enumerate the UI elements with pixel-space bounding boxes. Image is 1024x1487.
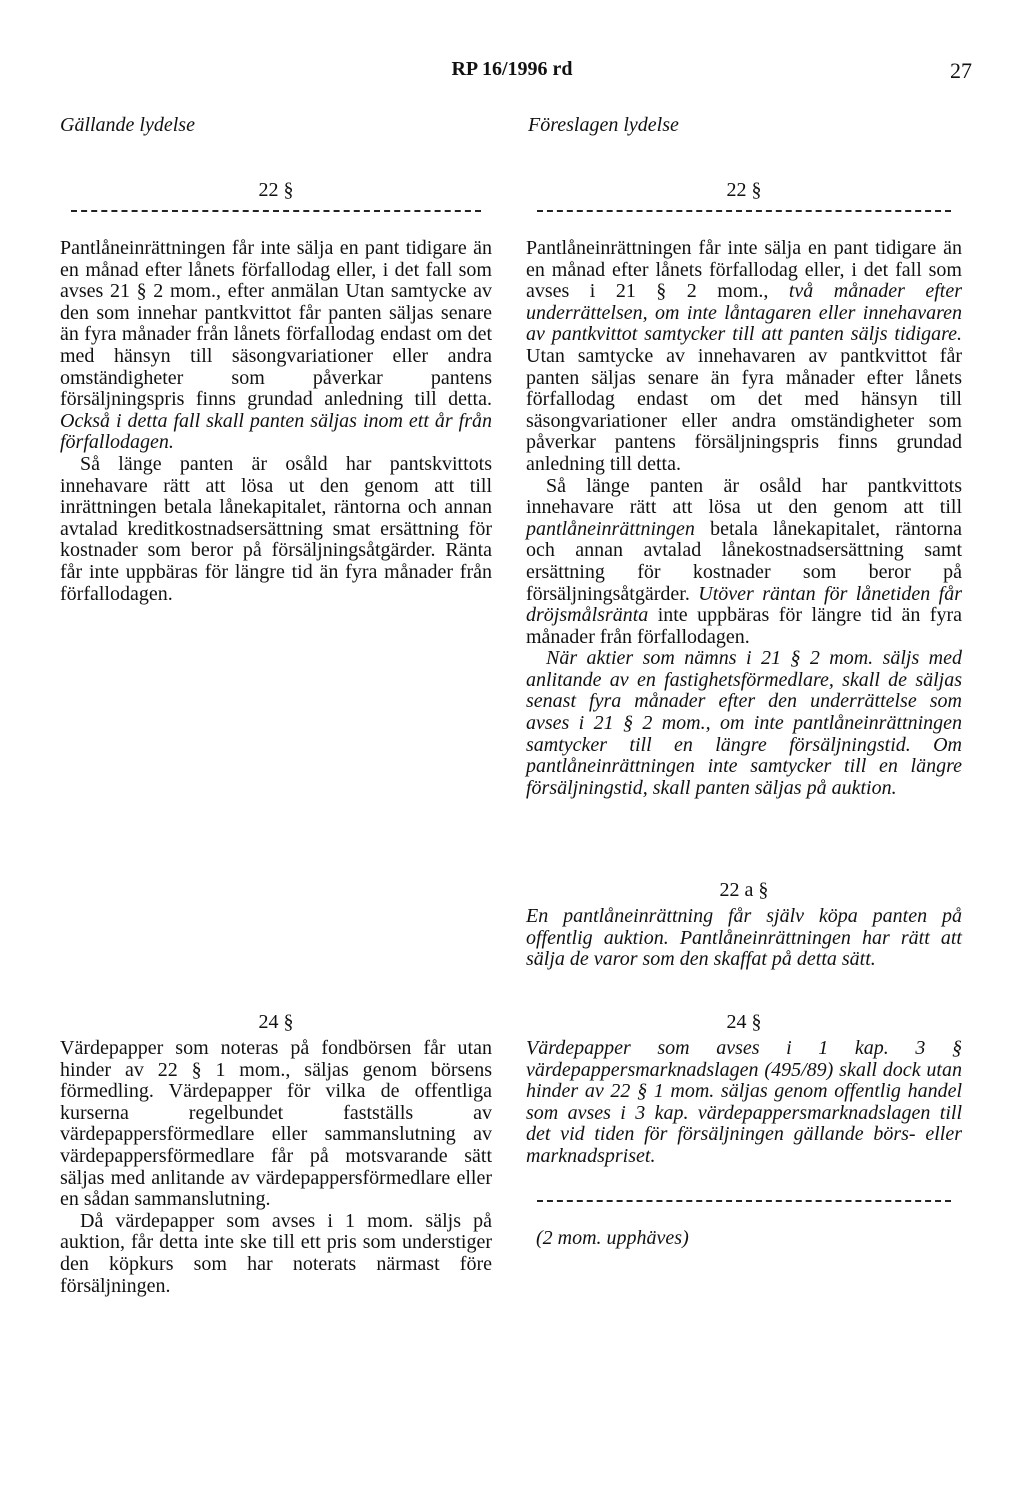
omission-dashes bbox=[537, 1200, 951, 1222]
paragraph-text: inte uppbäras för längre tid än fyra månader från förfallodagen. bbox=[526, 604, 962, 648]
paragraph-text: Så länge panten är osåld har pantkvittots innehavare rätt att lösa ut den genom att till bbox=[526, 474, 962, 519]
paragraph: Då värdepapper som avses i 1 mom. säljs på auktion, får detta inte ske till ett pris som understiger den köpkurs som har noterats närmast före försäljningen. bbox=[60, 1209, 492, 1297]
paragraph-text: betala lånekapitalet, räntorna och annan avtalad lånekostnadsersättning samt ersättning för kostnader som beror på försäljningsåtgärder. bbox=[526, 517, 962, 605]
paragraph-italic-text: Också i detta fall skall panten säljas inom ett år från förfallodagen. bbox=[60, 409, 492, 454]
paragraph: Så länge panten är osåld har pantskvittots innehavare rätt att lösa ut den genom att till inrättningen betala lånekapitalet, räntorna och annan avtalad kreditkostnadsersättning smat ersättning för kostnader som beror på försäljningsåtgärder. Ränta får inte uppbäras för längre tid än fyra månader från förfallodagen. bbox=[60, 452, 492, 605]
paragraph-italic-text: Utöver räntan för lånetiden får dröjsmålsränta bbox=[526, 582, 962, 627]
section-heading: 22 a § bbox=[719, 879, 769, 901]
section-heading: 22 § bbox=[726, 179, 762, 201]
page-number: 27 bbox=[950, 58, 972, 83]
paragraph: Värdepapper som avses i 1 kap. 3 § värdepappersmarknadslagen (495/89) skall dock utan hinder av 22 § 1 mom. säljas genom offentlig handel som avses i 3 kap. värdepappersmarknadslagen till det vid tiden för försäljningen gällande börs- eller marknadspriset. bbox=[526, 1037, 962, 1167]
paragraph-text: Pantlåneinrättningen får inte sälja en pant tidigare än en månad efter lånets förfallodag eller, i det fall som avses i 21 § 2 mom., bbox=[526, 237, 962, 303]
section-heading: 22 § bbox=[258, 179, 294, 201]
omission-dashes bbox=[71, 210, 481, 232]
right-section-22a bbox=[526, 880, 962, 971]
paragraph-text: Utan samtycke av innehavaren av pantkvittot får panten säljas senare än fyra månader efter lånets förfallodag endast om det med hänsyn till säsongvariationer eller andra omständigheter som påverkar pantens försäljningspris finns grundad anledning till detta. bbox=[526, 344, 962, 475]
left-section-24 bbox=[60, 1012, 492, 1297]
section-heading: 24 § bbox=[258, 1011, 294, 1033]
left-column-heading: Gällande lydelse bbox=[60, 114, 195, 136]
paragraph: När aktier som nämns i 21 § 2 mom. säljs med anlitande av en fastighetsförmedlare, skall de säljas senast fyra månader efter den underrättelse som avses i 21 § 2 mom., om inte pantlåneinrättningen samtycker till en längre försäljningstid. Om pantlåneinrättningen inte samtycker till en längre försäljningstid, skall panten säljas på auktion. bbox=[526, 647, 962, 799]
paragraph-italic-text: två månader efter underrättelsen, om inte låntagaren eller innehavaren av pantkvittot samtycker till att panten säljs tidigare. bbox=[526, 280, 962, 346]
paragraph: En pantlåneinrättning får själv köpa panten på offentlig auktion. Pantlåneinrättningen har rätt att sälja de varor som den skaffat på detta sätt. bbox=[526, 905, 962, 971]
section-heading: 24 § bbox=[726, 1011, 762, 1033]
omission-dashes bbox=[537, 210, 951, 232]
left-section-22 bbox=[60, 180, 492, 605]
paragraph: Värdepapper som noteras på fondbörsen får utan hinder av 22 § 1 mom., säljas genom börsens förmedling. Värdepapper för vilka de offentliga kurserna regelbundet fastställs av värdepappersförmedlare eller sammanslutning av värdepappersförmedlare får på motsvarande sätt säljas med anlitande av värdepappersförmedlare eller en sådan sammanslutning. bbox=[60, 1037, 492, 1211]
paragraph-text: Pantlåneinrättningen får inte sälja en pant tidigare än en månad efter lånets förfallodag eller, i det fall som avses 21 § 2 mom., efter anmälan Utan samtycke av den som innehar pantkvittot får panten säljas senare än fyra månader från lånets förfallodag endast om det med hänsyn till säsongvariationer eller andra omständigheter som påverkar pantens försäljningspris finns grundad anledning till detta. bbox=[60, 237, 492, 411]
paragraph bbox=[60, 238, 492, 454]
document-header: RP 16/1996 rd bbox=[451, 58, 573, 80]
repeal-note: (2 mom. upphäves) bbox=[536, 1226, 689, 1249]
paragraph bbox=[526, 476, 962, 649]
paragraph-italic-text: pantlåneinrättningen bbox=[526, 517, 695, 540]
right-section-22 bbox=[526, 180, 962, 799]
paragraph bbox=[526, 238, 962, 476]
right-column-heading: Föreslagen lydelse bbox=[528, 114, 679, 136]
right-section-24 bbox=[526, 1012, 962, 1249]
